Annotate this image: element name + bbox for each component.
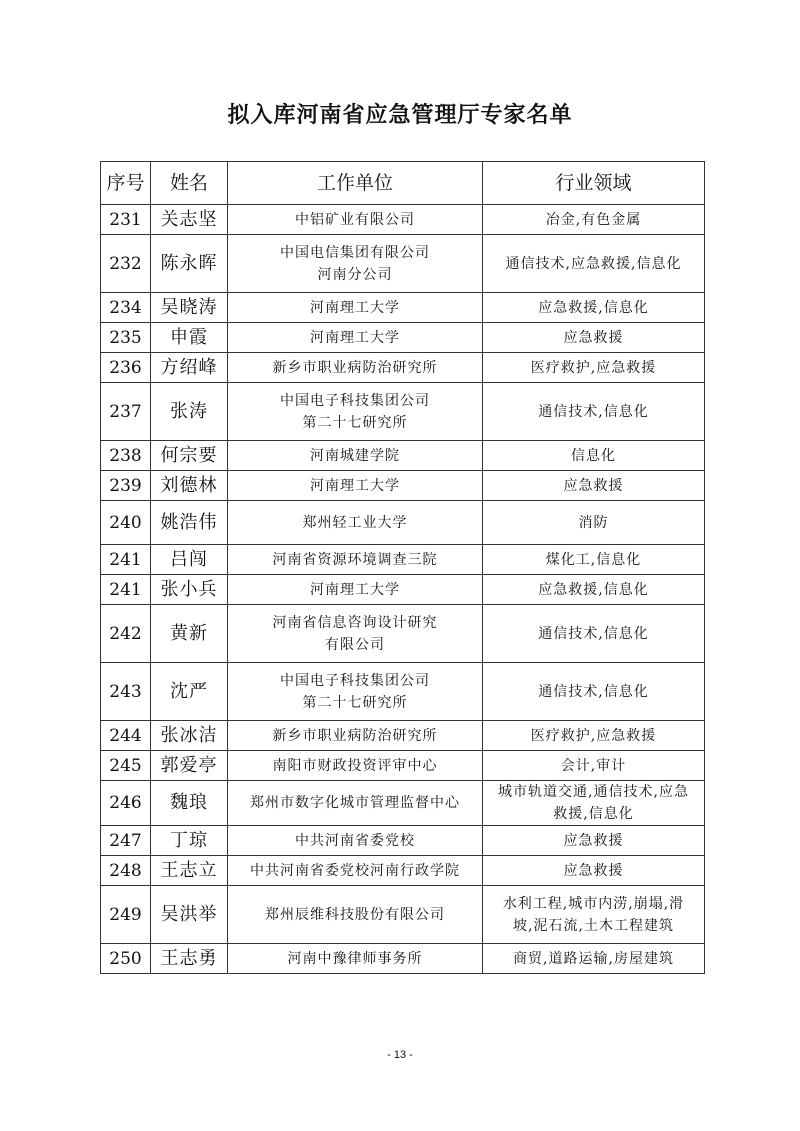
cell-field: 医疗救护,应急救援 (483, 353, 705, 383)
cell-unit: 中铝矿业有限公司 (228, 205, 483, 235)
cell-field: 应急救援 (483, 323, 705, 353)
document-title: 拟入库河南省应急管理厅专家名单 (227, 103, 573, 128)
cell-name: 姚浩伟 (151, 501, 228, 545)
cell-unit: 中共河南省委党校 (228, 826, 483, 856)
cell-serial: 241 (101, 545, 151, 575)
cell-field: 通信技术,信息化 (483, 663, 705, 721)
table-row (101, 575, 705, 605)
cell-serial: 232 (101, 235, 151, 293)
cell-unit: 郑州轻工业大学 (228, 501, 483, 545)
cell-unit: 新乡市职业病防治研究所 (228, 721, 483, 751)
cell-name: 王志立 (151, 856, 228, 886)
header-serial: 序号 (101, 162, 151, 205)
cell-name: 丁琼 (151, 826, 228, 856)
cell-serial: 234 (101, 293, 151, 323)
table-row (101, 293, 705, 323)
cell-unit: 中国电信集团有限公司 河南分公司 (228, 235, 483, 293)
table-row (101, 663, 705, 721)
header-unit: 工作单位 (228, 162, 483, 205)
cell-serial: 238 (101, 441, 151, 471)
cell-name: 王志勇 (151, 944, 228, 974)
cell-name: 关志坚 (151, 205, 228, 235)
cell-name: 魏琅 (151, 781, 228, 826)
cell-name: 郭爱亭 (151, 751, 228, 781)
cell-name: 沈严 (151, 663, 228, 721)
cell-field: 煤化工,信息化 (483, 545, 705, 575)
cell-serial: 248 (101, 856, 151, 886)
cell-serial: 240 (101, 501, 151, 545)
cell-serial: 239 (101, 471, 151, 501)
table-row (101, 441, 705, 471)
cell-unit: 河南省资源环境调查三院 (228, 545, 483, 575)
table-row (101, 471, 705, 501)
cell-field: 消防 (483, 501, 705, 545)
header-name: 姓名 (151, 162, 228, 205)
table-row (101, 383, 705, 441)
cell-name: 张涛 (151, 383, 228, 441)
cell-unit: 新乡市职业病防治研究所 (228, 353, 483, 383)
table-row (101, 944, 705, 974)
expert-table (100, 161, 705, 974)
cell-serial: 241 (101, 575, 151, 605)
cell-unit: 中国电子科技集团公司 第二十七研究所 (228, 663, 483, 721)
cell-name: 黄新 (151, 605, 228, 663)
cell-serial: 243 (101, 663, 151, 721)
cell-unit: 河南理工大学 (228, 471, 483, 501)
cell-name: 张冰洁 (151, 721, 228, 751)
cell-name: 张小兵 (151, 575, 228, 605)
cell-field: 商贸,道路运输,房屋建筑 (483, 944, 705, 974)
table-row (101, 545, 705, 575)
table-row (101, 205, 705, 235)
table-row (101, 353, 705, 383)
cell-serial: 242 (101, 605, 151, 663)
cell-name: 何宗要 (151, 441, 228, 471)
cell-field: 通信技术,信息化 (483, 383, 705, 441)
cell-unit: 郑州辰维科技股份有限公司 (228, 886, 483, 944)
cell-unit: 中共河南省委党校河南行政学院 (228, 856, 483, 886)
cell-field: 城市轨道交通,通信技术,应急 救援,信息化 (483, 781, 705, 826)
cell-field: 应急救援,信息化 (483, 575, 705, 605)
table-row (101, 781, 705, 826)
cell-field: 冶金,有色金属 (483, 205, 705, 235)
cell-unit: 河南理工大学 (228, 323, 483, 353)
cell-unit: 河南理工大学 (228, 575, 483, 605)
cell-serial: 247 (101, 826, 151, 856)
cell-serial: 250 (101, 944, 151, 974)
table-row (101, 721, 705, 751)
table-row (101, 751, 705, 781)
cell-unit: 河南省信息咨询设计研究 有限公司 (228, 605, 483, 663)
cell-serial: 246 (101, 781, 151, 826)
cell-name: 陈永晖 (151, 235, 228, 293)
cell-serial: 236 (101, 353, 151, 383)
table-row (101, 886, 705, 944)
cell-unit: 郑州市数字化城市管理监督中心 (228, 781, 483, 826)
cell-name: 吴晓涛 (151, 293, 228, 323)
cell-field: 应急救援 (483, 826, 705, 856)
cell-unit: 河南理工大学 (228, 293, 483, 323)
table-row (101, 826, 705, 856)
cell-name: 吴洪举 (151, 886, 228, 944)
cell-unit: 南阳市财政投资评审中心 (228, 751, 483, 781)
cell-field: 应急救援,信息化 (483, 293, 705, 323)
cell-name: 方绍峰 (151, 353, 228, 383)
table-row (101, 605, 705, 663)
cell-name: 刘德林 (151, 471, 228, 501)
page-number: - 13 - (387, 1049, 413, 1061)
cell-field: 应急救援 (483, 471, 705, 501)
cell-unit: 河南城建学院 (228, 441, 483, 471)
cell-field: 会计,审计 (483, 751, 705, 781)
cell-field: 信息化 (483, 441, 705, 471)
header-field: 行业领域 (483, 162, 705, 205)
table-row (101, 501, 705, 545)
cell-serial: 245 (101, 751, 151, 781)
table-row (101, 856, 705, 886)
cell-field: 通信技术,应急救援,信息化 (483, 235, 705, 293)
cell-field: 水利工程,城市内涝,崩塌,滑 坡,泥石流,土木工程建筑 (483, 886, 705, 944)
cell-serial: 244 (101, 721, 151, 751)
cell-serial: 237 (101, 383, 151, 441)
cell-serial: 235 (101, 323, 151, 353)
cell-name: 吕闯 (151, 545, 228, 575)
table-header-row (101, 162, 705, 205)
cell-field: 通信技术,信息化 (483, 605, 705, 663)
cell-serial: 249 (101, 886, 151, 944)
cell-serial: 231 (101, 205, 151, 235)
cell-unit: 中国电子科技集团公司 第二十七研究所 (228, 383, 483, 441)
cell-field: 应急救援 (483, 856, 705, 886)
table-row (101, 323, 705, 353)
cell-name: 申霞 (151, 323, 228, 353)
cell-unit: 河南中豫律师事务所 (228, 944, 483, 974)
table-row (101, 235, 705, 293)
cell-field: 医疗救护,应急救援 (483, 721, 705, 751)
